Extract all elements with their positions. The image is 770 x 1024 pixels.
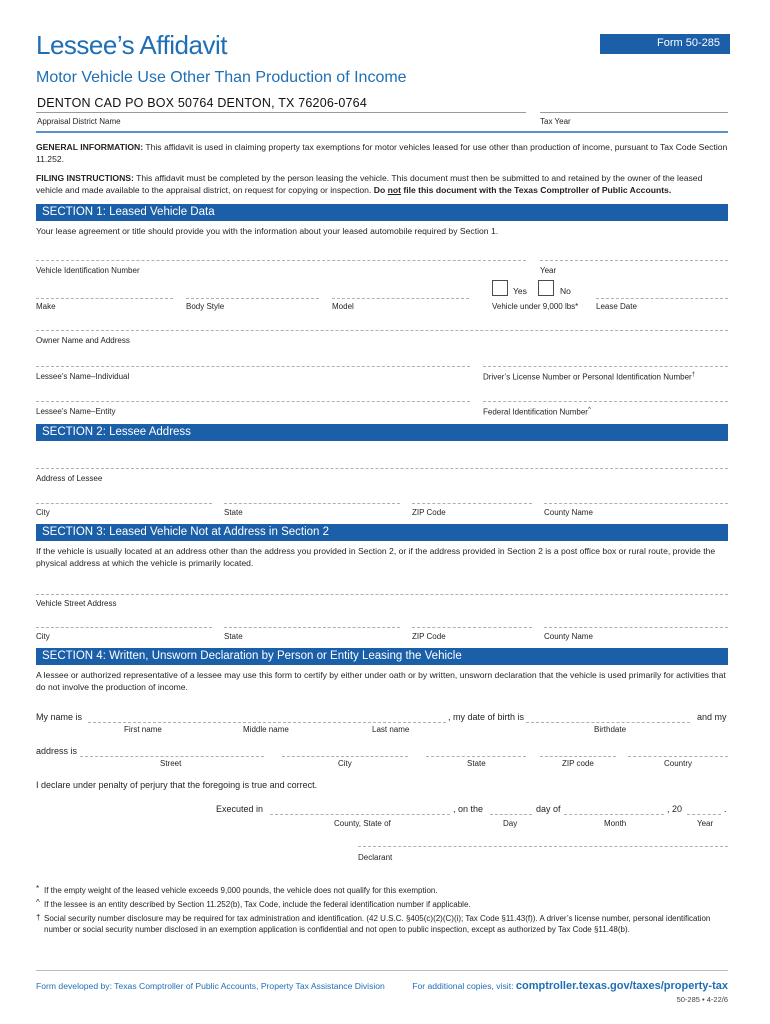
footer-divider (36, 970, 728, 971)
section-1-intro: Your lease agreement or title should provide you with the information about your leased automobile required by Section 1. (36, 226, 499, 236)
dob-text: , my date of birth is (448, 712, 525, 722)
period-text: . (724, 804, 727, 814)
s3-county-label: County Name (544, 632, 593, 641)
year-field[interactable] (540, 246, 728, 260)
executed-county-field[interactable] (270, 800, 450, 814)
section-4-intro: A lessee or authorized representative of a lessee may use this form to certify by either under oath or by written, unsworn declaration that the vehicle is used primarily for activities that do not involve the production of income. (36, 670, 726, 692)
name-line (88, 722, 446, 723)
birthdate-label: Birthdate (594, 725, 627, 734)
s2-state-label: State (224, 508, 243, 517)
owner-label: Owner Name and Address (36, 336, 130, 345)
dl-field[interactable] (483, 352, 728, 366)
filing-instructions: FILING INSTRUCTIONS: This affidavit must be completed by the person leasing the vehicle. This document must then be submitted to and retained by the owner of the leased vehicle and made available to the appraisal district, on request for copying or inspection. Do not file this document with the Texas Comptroller of Public Accounts. (36, 173, 703, 195)
s2-zip-label: ZIP Code (412, 508, 446, 517)
decl-state-line (426, 756, 526, 757)
year-label-decl: Year (697, 819, 714, 828)
decl-zip-line (540, 756, 616, 757)
year-line (540, 260, 728, 261)
day-field[interactable] (490, 800, 532, 814)
s3-state-line (224, 627, 400, 628)
fed-id-field[interactable] (483, 387, 728, 401)
last-name-label: Last name (372, 725, 410, 734)
district-line (36, 112, 526, 113)
decl-street-line (80, 756, 264, 757)
day-line (490, 814, 532, 815)
footnote-1: If the empty weight of the leased vehicle exceeds 9,000 pounds, the vehicle does not qualify for this exemption. (44, 886, 438, 895)
month-label: Month (604, 819, 627, 828)
section-4-header: SECTION 4: Written, Unsworn Declaration by Person or Entity Leasing the Vehicle (36, 648, 728, 665)
body-style-field[interactable] (186, 284, 319, 298)
vin-field[interactable] (36, 246, 526, 260)
s3-city-field[interactable] (36, 613, 212, 627)
footnote-mark-3: † (36, 913, 41, 922)
lease-date-field[interactable] (596, 284, 728, 298)
declarant-line (358, 846, 728, 847)
declarant-signature-field[interactable] (358, 830, 728, 846)
body-style-label: Body Style (186, 302, 225, 311)
decl-street-field[interactable] (80, 742, 264, 756)
year-suffix-field[interactable] (687, 800, 721, 814)
decl-zip-field[interactable] (540, 742, 616, 756)
footnote-mark-2: ^ (36, 898, 40, 907)
footnote-2: If the lessee is an entity described by Section 11.252(b), Tax Code, include the federal identification number if applicable. (44, 900, 471, 909)
lease-date-label: Lease Date (596, 302, 637, 311)
s3-county-line (544, 627, 728, 628)
make-line (36, 298, 173, 299)
no-label: No (560, 286, 571, 296)
s3-city-line (36, 627, 212, 628)
s3-county-field[interactable] (544, 613, 728, 627)
model-label: Model (332, 302, 354, 311)
tax-year-line (540, 112, 728, 113)
s2-county-line (544, 503, 728, 504)
appraisal-district-field[interactable]: DENTON CAD PO BOX 50764 DENTON, TX 76206-0764 (37, 96, 367, 110)
footnote-mark-1: * (36, 884, 40, 893)
s3-state-label: State (224, 632, 243, 641)
section-1-header: SECTION 1: Leased Vehicle Data (36, 204, 728, 221)
s3-zip-label: ZIP Code (412, 632, 446, 641)
general-information: GENERAL INFORMATION: This affidavit is used in claiming property tax exemptions for motor vehicles leased for use other than production of income, pursuant to Tax Code Section 11.252. (36, 142, 728, 164)
form-subtitle: Motor Vehicle Use Other Than Production of Income (36, 69, 407, 86)
footer-copies: For additional copies, visit: comptroller.texas.gov/taxes/property-tax (412, 980, 728, 992)
vehicle-street-field[interactable] (36, 580, 728, 594)
model-line (332, 298, 469, 299)
district-label: Appraisal District Name (37, 117, 121, 126)
day-label: Day (503, 819, 518, 828)
and-my-text: and my (697, 712, 727, 722)
fed-id-line (483, 401, 728, 402)
s3-state-field[interactable] (224, 613, 400, 627)
birthdate-line (526, 722, 690, 723)
decl-city-line (282, 756, 408, 757)
lessee-entity-line (36, 401, 470, 402)
owner-field[interactable] (36, 316, 728, 330)
make-field[interactable] (36, 284, 173, 298)
lessee-entity-field[interactable] (36, 387, 470, 401)
county-state-label: County, State of (334, 819, 391, 828)
decl-state-label: State (467, 759, 486, 768)
lessee-entity-label: Lessee’s Name–Entity (36, 407, 116, 416)
lessee-individual-label: Lessee’s Name–Individual (36, 372, 130, 381)
lessee-address-field[interactable] (36, 454, 728, 468)
s2-state-line (224, 503, 400, 504)
model-field[interactable] (332, 284, 469, 298)
declarant-label: Declarant (358, 853, 393, 862)
section-2-header: SECTION 2: Lessee Address (36, 424, 728, 441)
vin-label: Vehicle Identification Number (36, 266, 140, 275)
my-name-is-text: My name is (36, 712, 83, 722)
dl-line (483, 366, 728, 367)
address-is-text: address is (36, 746, 78, 756)
body-style-line (186, 298, 319, 299)
decl-country-field[interactable] (628, 742, 728, 756)
decl-zip-label: ZIP code (562, 759, 594, 768)
year-suffix-line (687, 814, 721, 815)
footnote-3: Social security number disclosure may be required for tax administration and identification. (42 U.S.C. §405(c)(2)(C)(i); Tax Code §11.43(f)). A driver’s license number, personal identification number or social security number disclosed in an exemption application is confidential and not open to public inspection, except as authorized by Tax Code §11.48(b). (44, 914, 711, 934)
s2-state-field[interactable] (224, 489, 400, 503)
middle-name-label: Middle name (243, 725, 289, 734)
lessee-address-label: Address of Lessee (36, 474, 103, 483)
dl-label: Driver’s License Number or Personal Identification Number† (483, 372, 696, 382)
footer-developed-by: Form developed by: Texas Comptroller of Public Accounts, Property Tax Assistance Division (36, 981, 385, 991)
lessee-individual-line (36, 366, 470, 367)
birthdate-field[interactable] (526, 708, 690, 722)
month-field[interactable] (564, 800, 664, 814)
name-field[interactable] (88, 708, 446, 722)
make-label: Make (36, 302, 56, 311)
s2-city-line (36, 503, 212, 504)
no-checkbox[interactable] (538, 280, 554, 296)
comma-20-text: , 20 (667, 804, 683, 814)
tax-year-field[interactable] (540, 98, 728, 112)
lease-date-line (596, 298, 728, 299)
decl-country-line (628, 756, 728, 757)
tax-year-label: Tax Year (540, 117, 571, 126)
year-label: Year (540, 266, 557, 275)
footer-link[interactable]: comptroller.texas.gov/taxes/property-tax (515, 980, 728, 992)
lessee-individual-field[interactable] (36, 352, 470, 366)
s2-city-field[interactable] (36, 489, 212, 503)
decl-city-label: City (338, 759, 352, 768)
s3-zip-line (412, 627, 532, 628)
decl-city-field[interactable] (282, 742, 408, 756)
s3-zip-field[interactable] (412, 613, 532, 627)
decl-state-field[interactable] (426, 742, 526, 756)
first-name-label: First name (124, 725, 162, 734)
month-line (564, 814, 664, 815)
section-3-header: SECTION 3: Leased Vehicle Not at Address in Section 2 (36, 524, 728, 541)
weight-label: Vehicle under 9,000 lbs* (492, 302, 579, 311)
lessee-address-line (36, 468, 728, 469)
s2-county-field[interactable] (544, 489, 728, 503)
vehicle-street-label: Vehicle Street Address (36, 599, 117, 608)
footer-form-code: 50-285 • 4-22/6 (676, 995, 728, 1004)
owner-line (36, 330, 728, 331)
form-title: Lessee’s Affidavit (36, 30, 227, 60)
s2-city-label: City (36, 508, 50, 517)
s3-city-label: City (36, 632, 50, 641)
yes-checkbox[interactable] (492, 280, 508, 296)
s2-zip-line (412, 503, 532, 504)
vin-line (36, 260, 526, 261)
on-the-text: , on the (453, 804, 484, 814)
declare-text: I declare under penalty of perjury that the foregoing is true and correct. (36, 780, 318, 790)
day-of-text: day of (536, 804, 561, 814)
decl-street-label: Street (160, 759, 182, 768)
executed-county-line (270, 814, 450, 815)
s2-zip-field[interactable] (412, 489, 532, 503)
yes-label: Yes (513, 286, 527, 296)
decl-country-label: Country (664, 759, 693, 768)
s2-county-label: County Name (544, 508, 593, 517)
form-number-badge: Form 50-285 (600, 34, 730, 54)
fed-id-label: Federal Identification Number^ (483, 407, 591, 417)
executed-in-text: Executed in (216, 804, 264, 814)
section-3-intro: If the vehicle is usually located at an address other than the address you provided in Section 2, or if the address provided in Section 2 is a post office box or rural route, provide the physical address at which the vehicle is primarily located. (36, 546, 716, 568)
header-divider (36, 131, 728, 133)
vehicle-street-line (36, 594, 728, 595)
